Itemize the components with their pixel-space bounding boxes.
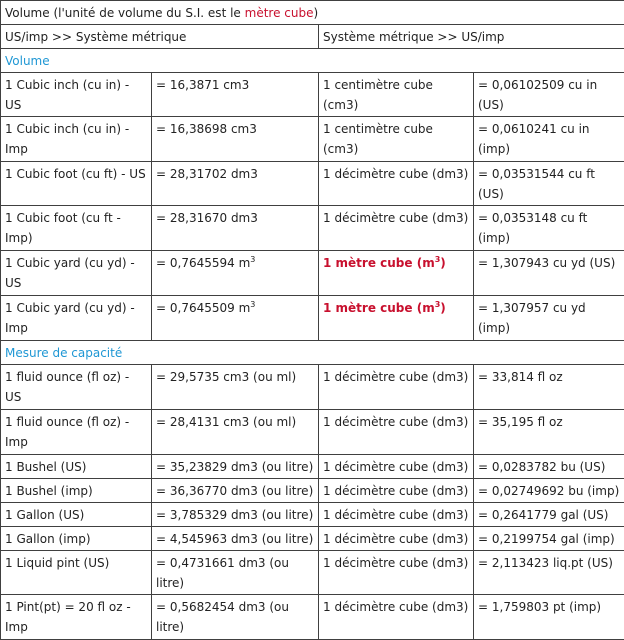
us-value: = 0,2641779 gal (US) [474,503,624,527]
metric-unit: 1 décimètre cube (dm3) [319,365,474,410]
header-us-to-metric: US/imp >> Système métrique [1,25,319,49]
metric-value: = 28,31702 dm3 [152,162,319,206]
us-value: = 0,0353148 cu ft (imp) [474,206,624,251]
column-header-row [1,25,624,49]
table-row [1,595,624,640]
table-row [1,479,624,503]
metric-value [152,251,319,296]
metric-value-exponent: 3 [250,255,255,264]
table-row [1,206,624,251]
metric-value: = 35,23829 dm3 (ou litre) [152,455,319,479]
table-row [1,455,624,479]
us-value: = 1,307943 cu yd (US) [474,251,624,296]
table-title [1,1,624,25]
metric-unit-exponent: 3 [435,255,441,264]
table-title-row [1,1,624,25]
us-unit: 1 fluid ounce (fl oz) - Imp [1,410,152,455]
us-value: = 0,0283782 bu (US) [474,455,624,479]
table-row [1,296,624,341]
metric-unit-text: 1 mètre cube (m [323,256,435,270]
section-volume-row [1,49,624,73]
table-row [1,551,624,595]
metric-unit: 1 décimètre cube (dm3) [319,479,474,503]
metric-unit: 1 décimètre cube (dm3) [319,527,474,551]
metric-unit-close: ) [440,301,445,315]
us-unit: 1 Cubic yard (cu yd) - US [1,251,152,296]
table-row [1,503,624,527]
us-unit: 1 Cubic yard (cu yd) - Imp [1,296,152,341]
metric-value-exponent: 3 [250,300,255,309]
metric-value: = 0,5682454 dm3 (ou litre) [152,595,319,640]
metric-unit: 1 décimètre cube (dm3) [319,455,474,479]
us-value: = 0,02749692 bu (imp) [474,479,624,503]
us-unit: 1 Pint(pt) = 20 fl oz - Imp [1,595,152,640]
metric-unit: 1 centimètre cube (cm3) [319,117,474,162]
table-row [1,410,624,455]
us-unit: 1 Bushel (US) [1,455,152,479]
title-text: Volume (l'unité de volume du S.I. est le [5,6,245,20]
metric-unit: 1 centimètre cube (cm3) [319,73,474,117]
metric-value: = 3,785329 dm3 (ou litre) [152,503,319,527]
metric-value: = 4,545963 dm3 (ou litre) [152,527,319,551]
section-capacity-row [1,341,624,365]
metric-value: = 0,4731661 dm3 (ou litre) [152,551,319,595]
metric-value-text: = 0,7645594 m [156,256,250,270]
metric-unit [319,296,474,341]
us-unit: 1 Gallon (US) [1,503,152,527]
table-row [1,117,624,162]
us-value: = 0,2199754 gal (imp) [474,527,624,551]
table-row [1,251,624,296]
table-row [1,162,624,206]
metric-unit: 1 décimètre cube (dm3) [319,410,474,455]
us-value: = 0,0610241 cu in (imp) [474,117,624,162]
us-value: = 1,307957 cu yd (imp) [474,296,624,341]
us-value: = 35,195 fl oz [474,410,624,455]
table-row [1,73,624,117]
metric-unit: 1 décimètre cube (dm3) [319,206,474,251]
table-row [1,527,624,551]
us-value: = 1,759803 pt (imp) [474,595,624,640]
metric-unit [319,251,474,296]
us-value: = 33,814 fl oz [474,365,624,410]
metric-value-text: = 0,7645509 m [156,301,250,315]
metric-value: = 28,4131 cm3 (ou ml) [152,410,319,455]
us-value: = 0,03531544 cu ft (US) [474,162,624,206]
us-unit: 1 Bushel (imp) [1,479,152,503]
us-unit: 1 Cubic inch (cu in) - Imp [1,117,152,162]
metric-value: = 28,31670 dm3 [152,206,319,251]
metric-unit: 1 décimètre cube (dm3) [319,551,474,595]
us-unit: 1 fluid ounce (fl oz) - US [1,365,152,410]
us-unit: 1 Liquid pint (US) [1,551,152,595]
us-unit: 1 Cubic foot (cu ft) - US [1,162,152,206]
us-unit: 1 Cubic foot (cu ft - Imp) [1,206,152,251]
metric-value [152,296,319,341]
metric-value: = 16,38698 cm3 [152,117,319,162]
metric-unit-close: ) [440,256,445,270]
metric-value: = 16,3871 cm3 [152,73,319,117]
metric-unit: 1 décimètre cube (dm3) [319,162,474,206]
us-unit: 1 Gallon (imp) [1,527,152,551]
metric-value: = 29,5735 cm3 (ou ml) [152,365,319,410]
title-highlight: mètre cube [245,6,314,20]
metric-unit: 1 décimètre cube (dm3) [319,595,474,640]
us-unit: 1 Cubic inch (cu in) - US [1,73,152,117]
section-capacity-title: Mesure de capacité [1,341,624,365]
metric-unit: 1 décimètre cube (dm3) [319,503,474,527]
header-metric-to-us: Système métrique >> US/imp [319,25,624,49]
section-volume-title: Volume [1,49,624,73]
metric-unit-exponent: 3 [435,300,441,309]
table-row [1,365,624,410]
title-suffix: ) [313,6,318,20]
metric-unit-text: 1 mètre cube (m [323,301,435,315]
us-value: = 2,113423 liq.pt (US) [474,551,624,595]
metric-value: = 36,36770 dm3 (ou litre) [152,479,319,503]
us-value: = 0,06102509 cu in (US) [474,73,624,117]
